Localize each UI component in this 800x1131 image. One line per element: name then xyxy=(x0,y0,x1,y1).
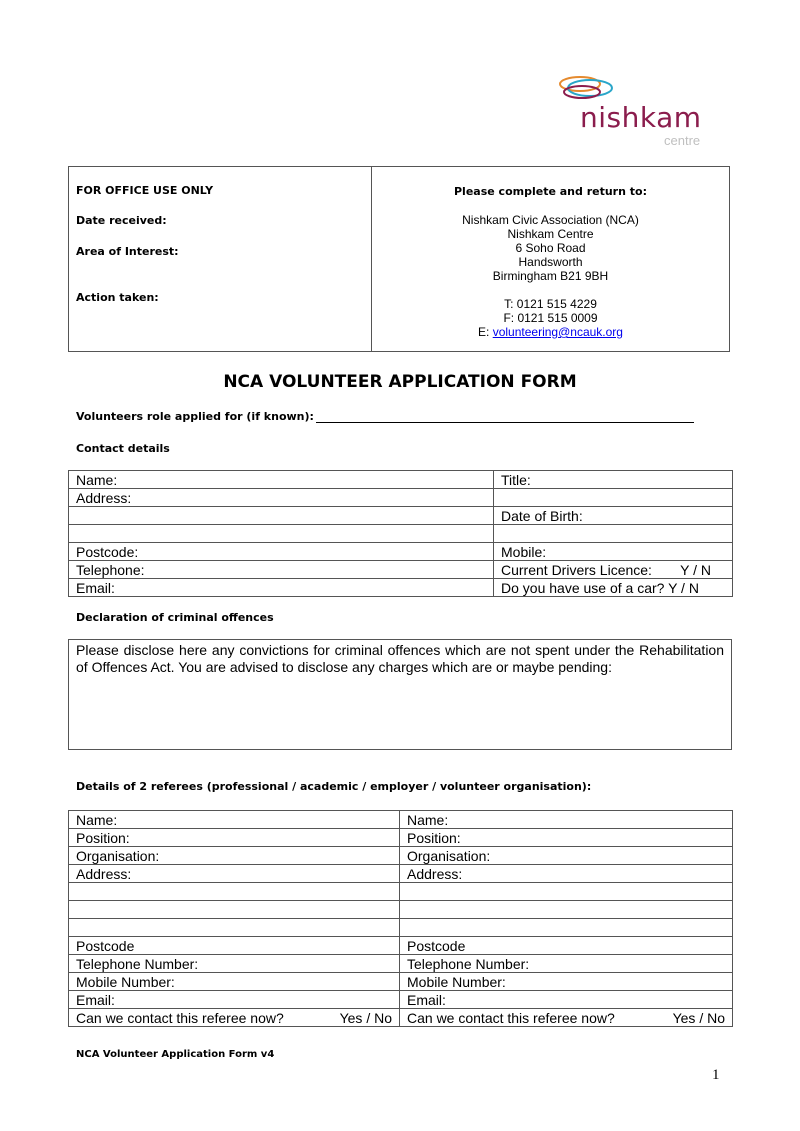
logo-subtext: centre xyxy=(664,133,701,148)
address-line: 6 Soho Road xyxy=(515,241,586,255)
licence-yes-no[interactable]: Y / N xyxy=(680,561,711,578)
table-row xyxy=(69,955,733,973)
car-yes-no[interactable]: Y / N xyxy=(668,579,699,596)
referee2-position-field[interactable]: Position: xyxy=(400,829,733,847)
blank-field[interactable] xyxy=(494,525,733,543)
referee1-contact-now-field[interactable] xyxy=(69,1009,400,1027)
mobile-field[interactable]: Mobile: xyxy=(494,543,733,561)
dob-field[interactable]: Date of Birth: xyxy=(494,507,733,525)
car-label: Do you have use of a car? xyxy=(501,579,665,596)
address-field-line2[interactable] xyxy=(69,507,494,525)
postcode-field[interactable]: Postcode: xyxy=(69,543,494,561)
referee2-address-line3[interactable] xyxy=(400,901,733,919)
referee2-address-line2[interactable] xyxy=(400,883,733,901)
referee2-postcode-field[interactable]: Postcode xyxy=(400,937,733,955)
address-field-line3[interactable] xyxy=(69,525,494,543)
title-field[interactable]: Title: xyxy=(494,471,733,489)
action-taken-label: Action taken: xyxy=(76,291,159,304)
referee2-address-line4[interactable] xyxy=(400,919,733,937)
table-row xyxy=(69,525,733,543)
telephone-field[interactable]: Telephone: xyxy=(69,561,494,579)
return-address xyxy=(372,213,729,283)
table-row xyxy=(69,865,733,883)
referee1-address-field[interactable]: Address: xyxy=(69,865,400,883)
address-line: Birmingham B21 9BH xyxy=(492,269,609,283)
referee1-mobile-field[interactable]: Mobile Number: xyxy=(69,973,400,991)
role-applied-row xyxy=(76,410,694,423)
contact-now-label: Can we contact this referee now? xyxy=(76,1009,284,1026)
referee2-organisation-field[interactable]: Organisation: xyxy=(400,847,733,865)
page-number: 1 xyxy=(712,1067,720,1083)
phone-number: T: 0121 515 4229 xyxy=(504,297,597,311)
criminal-declaration-box[interactable] xyxy=(68,639,732,750)
table-row xyxy=(69,973,733,991)
referee2-address-field[interactable]: Address: xyxy=(400,865,733,883)
email-field[interactable]: Email: xyxy=(69,579,494,597)
office-use-panel xyxy=(69,167,372,351)
fax-number: F: 0121 515 0009 xyxy=(503,311,598,325)
address-line: Nishkam Civic Association (NCA) xyxy=(462,213,639,227)
nishkam-logo xyxy=(556,70,716,150)
table-row xyxy=(69,489,733,507)
referees-heading: Details of 2 referees (professional / academic / employer / volunteer organisation): xyxy=(76,780,592,793)
area-of-interest-label: Area of Interest: xyxy=(76,245,179,258)
contact-details-heading: Contact details xyxy=(76,442,170,455)
table-row xyxy=(69,561,733,579)
logo-text: nishkam xyxy=(580,101,702,134)
table-row xyxy=(69,829,733,847)
date-received-label: Date received: xyxy=(76,214,167,227)
footer-version: NCA Volunteer Application Form v4 xyxy=(76,1049,275,1060)
table-row xyxy=(69,507,733,525)
criminal-offences-heading: Declaration of criminal offences xyxy=(76,611,274,624)
referee2-contact-now-field[interactable] xyxy=(400,1009,733,1027)
referee1-position-field[interactable]: Position: xyxy=(69,829,400,847)
office-use-heading: FOR OFFICE USE ONLY xyxy=(76,184,214,197)
licence-label: Current Drivers Licence: xyxy=(501,561,652,578)
email-prefix: E: xyxy=(478,325,493,339)
table-row xyxy=(69,991,733,1009)
return-contacts xyxy=(372,297,729,339)
role-applied-label: Volunteers role applied for (if known): xyxy=(76,410,314,423)
return-to-panel xyxy=(372,167,729,351)
referee1-address-line2[interactable] xyxy=(69,883,400,901)
table-row xyxy=(69,901,733,919)
referee2-telephone-field[interactable]: Telephone Number: xyxy=(400,955,733,973)
referee2-email-field[interactable]: Email: xyxy=(400,991,733,1009)
referee2-name-field[interactable]: Name: xyxy=(400,811,733,829)
referee1-name-field[interactable]: Name: xyxy=(69,811,400,829)
referee1-email-field[interactable]: Email: xyxy=(69,991,400,1009)
address-line: Nishkam Centre xyxy=(507,227,594,241)
referee1-telephone-field[interactable]: Telephone Number: xyxy=(69,955,400,973)
table-row xyxy=(69,579,733,597)
address-line: Handsworth xyxy=(518,255,583,269)
table-row xyxy=(69,937,733,955)
table-row xyxy=(69,883,733,901)
table-row xyxy=(69,847,733,865)
return-to-heading: Please complete and return to: xyxy=(454,185,647,198)
referee1-postcode-field[interactable]: Postcode xyxy=(69,937,400,955)
blank-field[interactable] xyxy=(494,489,733,507)
address-field[interactable]: Address: xyxy=(69,489,494,507)
criminal-declaration-text: Please disclose here any convictions for criminal offences which are not spent under the Rehabilitation of Offences Act. You are advised to disclose any charges which are or maybe pending: xyxy=(76,642,724,675)
email-line xyxy=(372,325,729,339)
table-row xyxy=(69,1009,733,1027)
licence-field[interactable] xyxy=(494,561,733,579)
table-row xyxy=(69,543,733,561)
referee1-address-line3[interactable] xyxy=(69,901,400,919)
referee1-address-line4[interactable] xyxy=(69,919,400,937)
table-row xyxy=(69,471,733,489)
contact-now-label: Can we contact this referee now? xyxy=(407,1009,615,1026)
car-field[interactable] xyxy=(494,579,733,597)
referee2-mobile-field[interactable]: Mobile Number: xyxy=(400,973,733,991)
table-row xyxy=(69,919,733,937)
referee1-organisation-field[interactable]: Organisation: xyxy=(69,847,400,865)
contact-now-yes-no[interactable]: Yes / No xyxy=(339,1009,392,1026)
table-row xyxy=(69,811,733,829)
role-applied-input-line[interactable] xyxy=(316,410,694,423)
referees-table xyxy=(68,810,733,1027)
form-title: NCA VOLUNTEER APPLICATION FORM xyxy=(223,372,577,392)
contact-details-table xyxy=(68,470,733,597)
name-field[interactable]: Name: xyxy=(69,471,494,489)
contact-now-yes-no[interactable]: Yes / No xyxy=(672,1009,725,1026)
email-link[interactable]: volunteering@ncauk.org xyxy=(492,325,623,339)
office-box xyxy=(68,166,730,352)
